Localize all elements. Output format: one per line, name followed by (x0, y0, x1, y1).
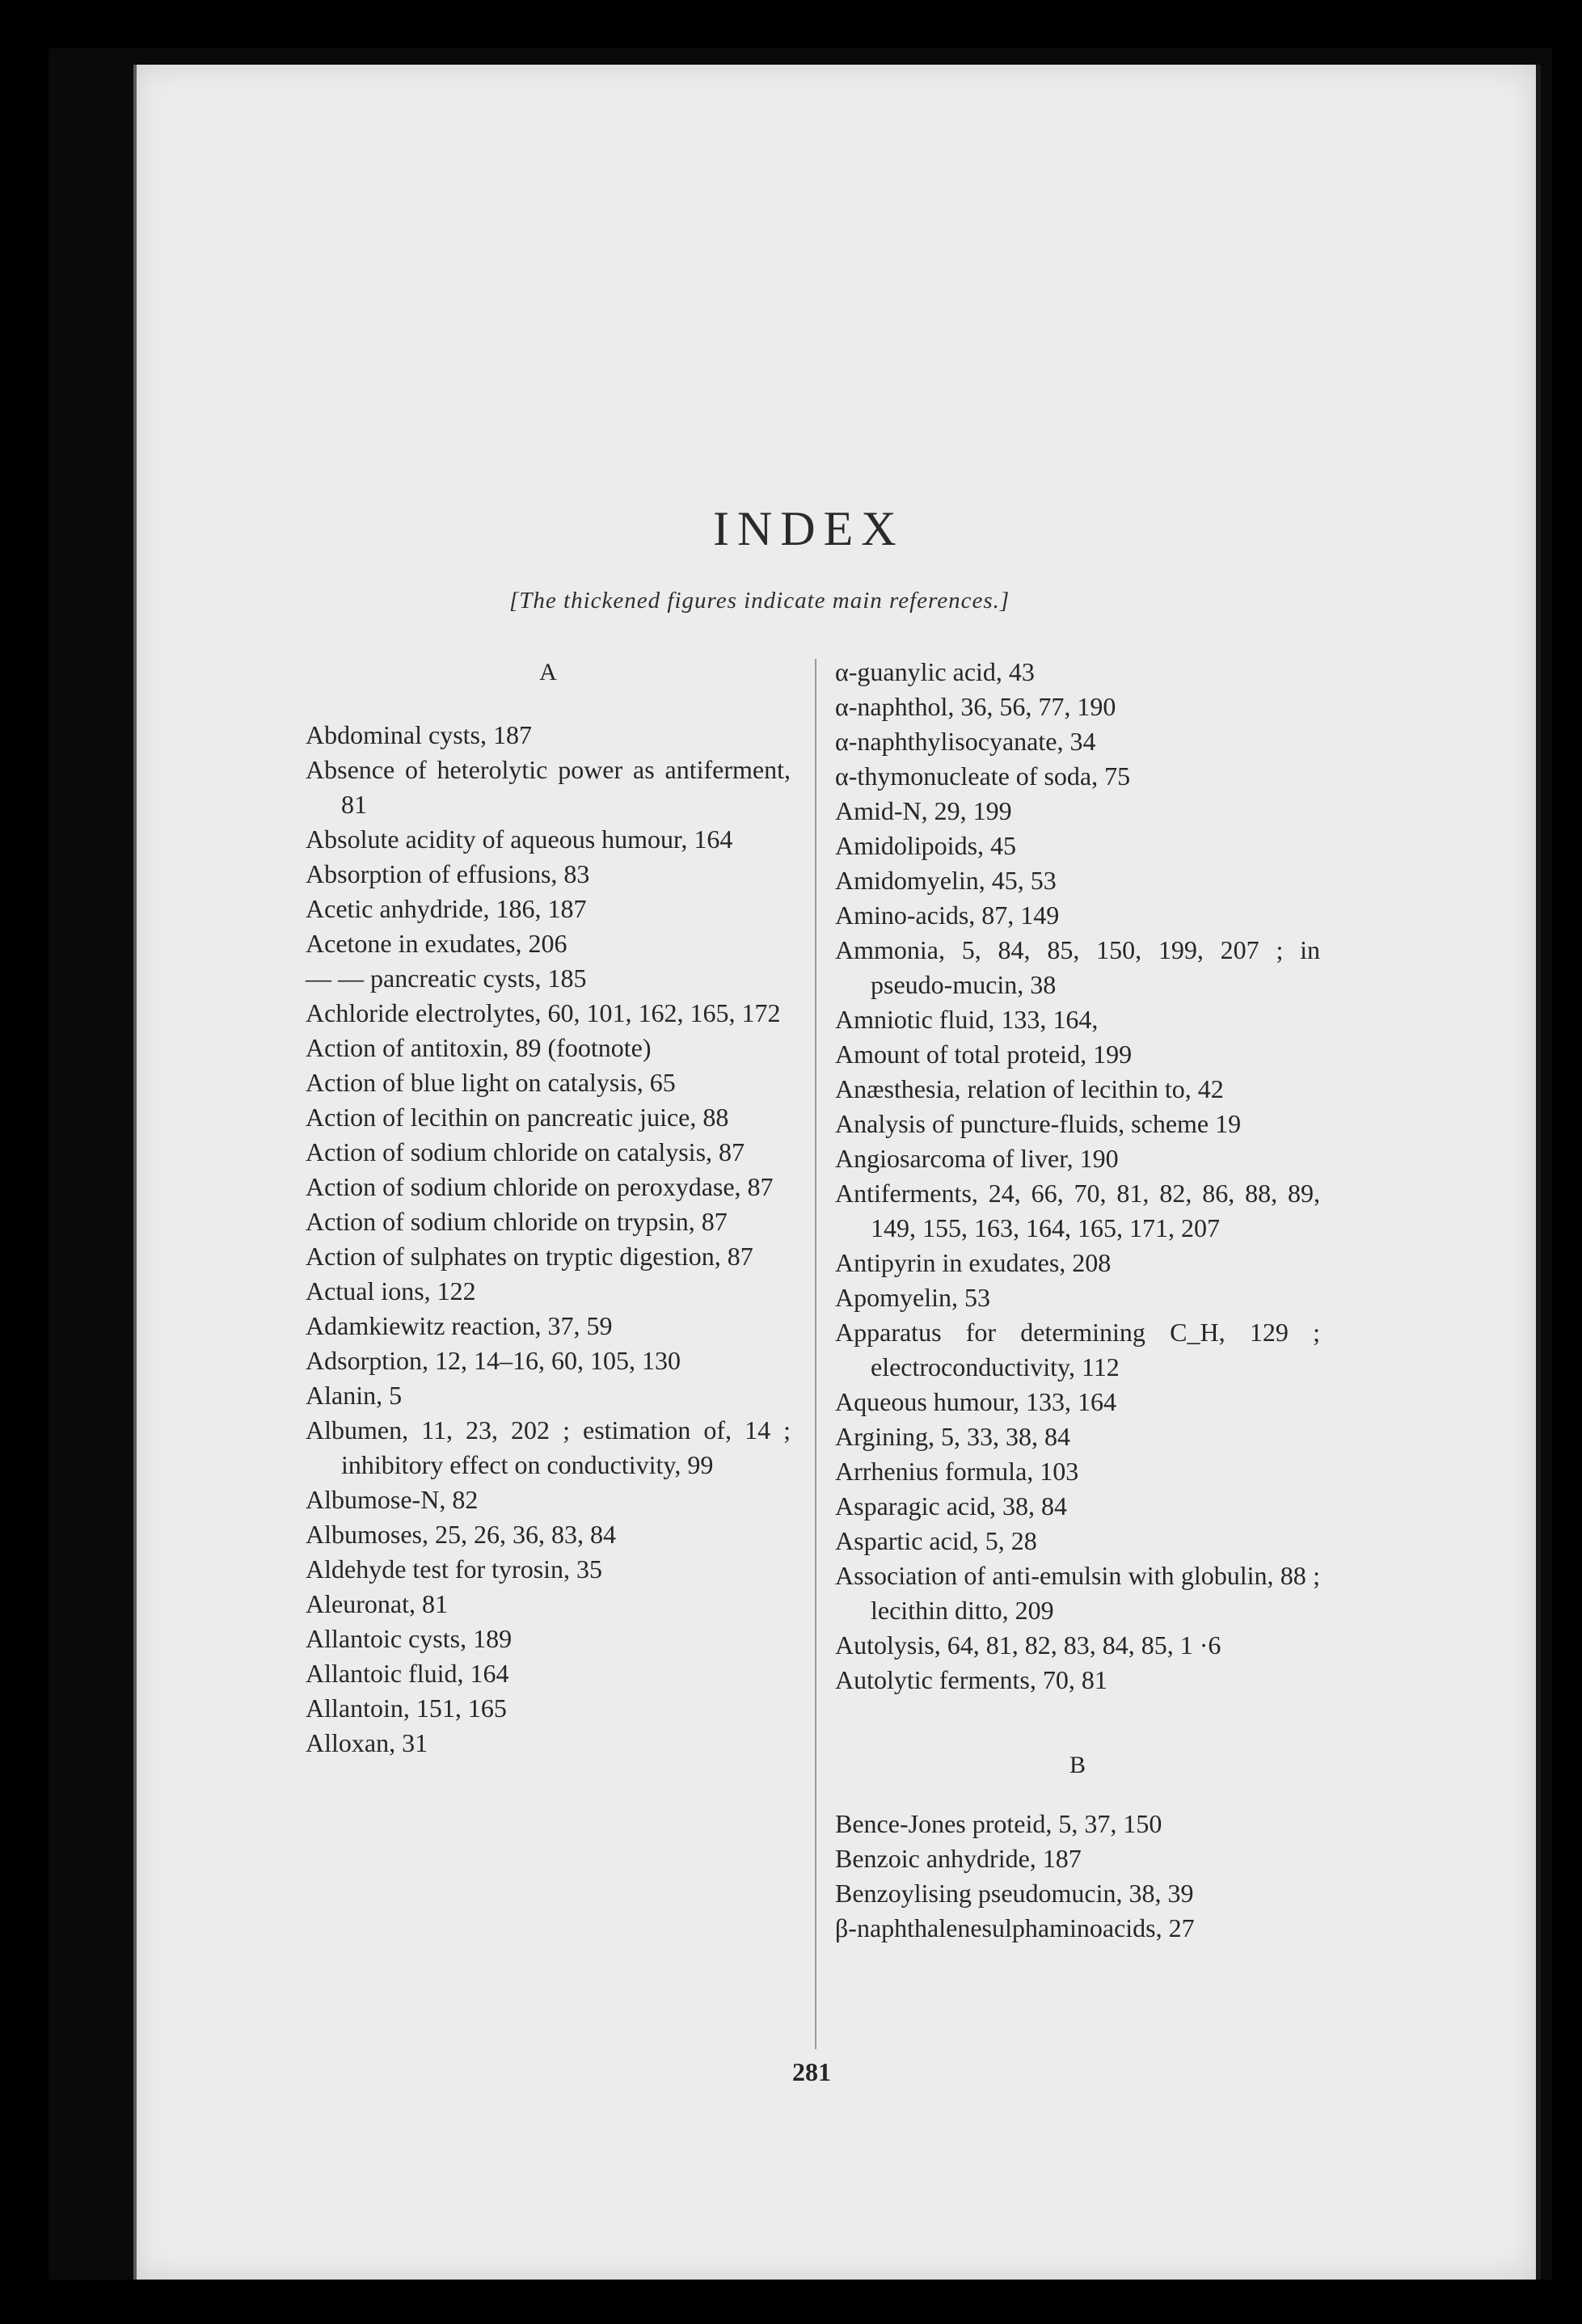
index-column-right (835, 655, 1320, 1946)
index-entry: Amount of total proteid, 199 (835, 1040, 1133, 1069)
index-entry: α-naphthylisocyanate, 34 (835, 727, 1096, 756)
index-entry: Achloride electrolytes, 60, 101, 162, 165, 172 (306, 998, 781, 1027)
index-entry: Antipyrin in exudates, 208 (835, 1248, 1112, 1277)
page-edge-mark (133, 65, 137, 2280)
page-number: 281 (792, 2057, 831, 2086)
index-entry: Analysis of puncture-fluids, scheme 19 (835, 1109, 1242, 1138)
index-entry: Abdominal cysts, 187 (306, 720, 532, 749)
index-entry: Allantoic cysts, 189 (306, 1624, 513, 1653)
index-entry: Action of sulphates on tryptic digestion, 87 (306, 1242, 753, 1271)
index-entry: Allantoin, 151, 165 (306, 1693, 507, 1723)
index-entry: Asparagic acid, 38, 84 (835, 1491, 1068, 1521)
index-entry: Albumen, 11, 23, 202 ; estimation of, 14 ; inhibitory effect on conductivity, 99 (306, 1415, 791, 1479)
index-entry: Anæsthesia, relation of lecithin to, 42 (835, 1074, 1224, 1103)
index-entry: Actual ions, 122 (306, 1276, 476, 1305)
index-entry: Adsorption, 12, 14–16, 60, 105, 130 (306, 1346, 681, 1375)
index-entry: Association of anti-emulsin with globulin, 88 ; lecithin ditto, 209 (835, 1561, 1320, 1625)
index-entry: Action of sodium chloride on peroxydase, 87 (306, 1172, 774, 1201)
section-letter-a: A (539, 659, 557, 685)
index-entry: Acetic anhydride, 186, 187 (306, 894, 587, 923)
index-entry: α-naphthol, 36, 56, 77, 190 (835, 692, 1116, 721)
index-entry: Absolute acidity of aqueous humour, 164 (306, 825, 733, 854)
index-entry: Ammonia, 5, 84, 85, 150, 199, 207 ; in pseudo-mucin, 38 (835, 935, 1320, 999)
index-entry: Action of sodium chloride on catalysis, 87 (306, 1137, 745, 1166)
index-entry: Action of blue light on catalysis, 65 (306, 1068, 676, 1097)
right-b-entries-list (835, 1807, 1320, 1946)
right-a-entries-list (835, 655, 1320, 1698)
index-entry: α-thymonucleate of soda, 75 (835, 761, 1131, 791)
index-entry: Antiferments, 24, 66, 70, 81, 82, 86, 88, 89, 149, 155, 163, 164, 165, 171, 207 (835, 1179, 1320, 1242)
index-entry: Action of lecithin on pancreatic juice, 88 (306, 1103, 729, 1132)
index-entry: Adamkiewitz reaction, 37, 59 (306, 1311, 613, 1340)
left-entries-list (306, 718, 791, 1761)
index-entry: Apomyelin, 53 (835, 1283, 990, 1312)
index-entry: Benzoylising pseudomucin, 38, 39 (835, 1879, 1194, 1908)
index-entry: Amidolipoids, 45 (835, 831, 1017, 860)
index-entry: Amniotic fluid, 133, 164, (835, 1005, 1099, 1034)
index-entry: Action of antitoxin, 89 (footnote) (306, 1033, 652, 1062)
index-entry: Aspartic acid, 5, 28 (835, 1526, 1037, 1555)
index-entry: Autolytic ferments, 70, 81 (835, 1665, 1107, 1694)
index-entry: Allantoic fluid, 164 (306, 1659, 509, 1688)
index-entry: Autolysis, 64, 81, 82, 83, 84, 85, 1 ·6 (835, 1630, 1221, 1660)
index-entry: β-naphthalenesulphaminoacids, 27 (835, 1913, 1195, 1942)
index-entry: Absorption of effusions, 83 (306, 859, 590, 888)
index-entry: Amid-N, 29, 199 (835, 796, 1012, 825)
index-entry: Benzoic anhydride, 187 (835, 1844, 1082, 1873)
index-entry: Albumoses, 25, 26, 36, 83, 84 (306, 1520, 616, 1549)
index-entry: Aqueous humour, 133, 164 (835, 1387, 1117, 1416)
index-column-left (306, 655, 791, 1761)
index-entry: Albumose-N, 82 (306, 1485, 479, 1514)
index-entry: Aleuronat, 81 (306, 1589, 448, 1618)
index-entry: Absence of heterolytic power as antiferment, 81 (306, 755, 791, 819)
index-note: [The thickened figures indicate main references.] (509, 588, 1010, 614)
page-title: INDEX (713, 502, 905, 555)
index-entry: α-guanylic acid, 43 (835, 657, 1035, 686)
index-entry: Aldehyde test for tyrosin, 35 (306, 1554, 603, 1584)
index-entry: Acetone in exudates, 206 (306, 929, 567, 958)
index-entry: Bence-Jones proteid, 5, 37, 150 (835, 1809, 1162, 1838)
index-entry: — — pancreatic cysts, 185 (306, 964, 587, 993)
index-entry: Amino-acids, 87, 149 (835, 900, 1060, 930)
index-entry: Arrhenius formula, 103 (835, 1457, 1079, 1486)
index-entry: Alanin, 5 (306, 1381, 403, 1410)
column-divider (815, 659, 816, 2049)
index-entry: Amidomyelin, 45, 53 (835, 866, 1057, 895)
index-entry: Argining, 5, 33, 38, 84 (835, 1422, 1070, 1451)
index-entry: Action of sodium chloride on trypsin, 87 (306, 1207, 728, 1236)
section-letter-b: B (1069, 1752, 1086, 1778)
index-entry: Angiosarcoma of liver, 190 (835, 1144, 1119, 1173)
index-entry: Alloxan, 31 (306, 1728, 428, 1757)
index-entry: Apparatus for determining C_H, 129 ; electroconductivity, 112 (835, 1318, 1320, 1381)
